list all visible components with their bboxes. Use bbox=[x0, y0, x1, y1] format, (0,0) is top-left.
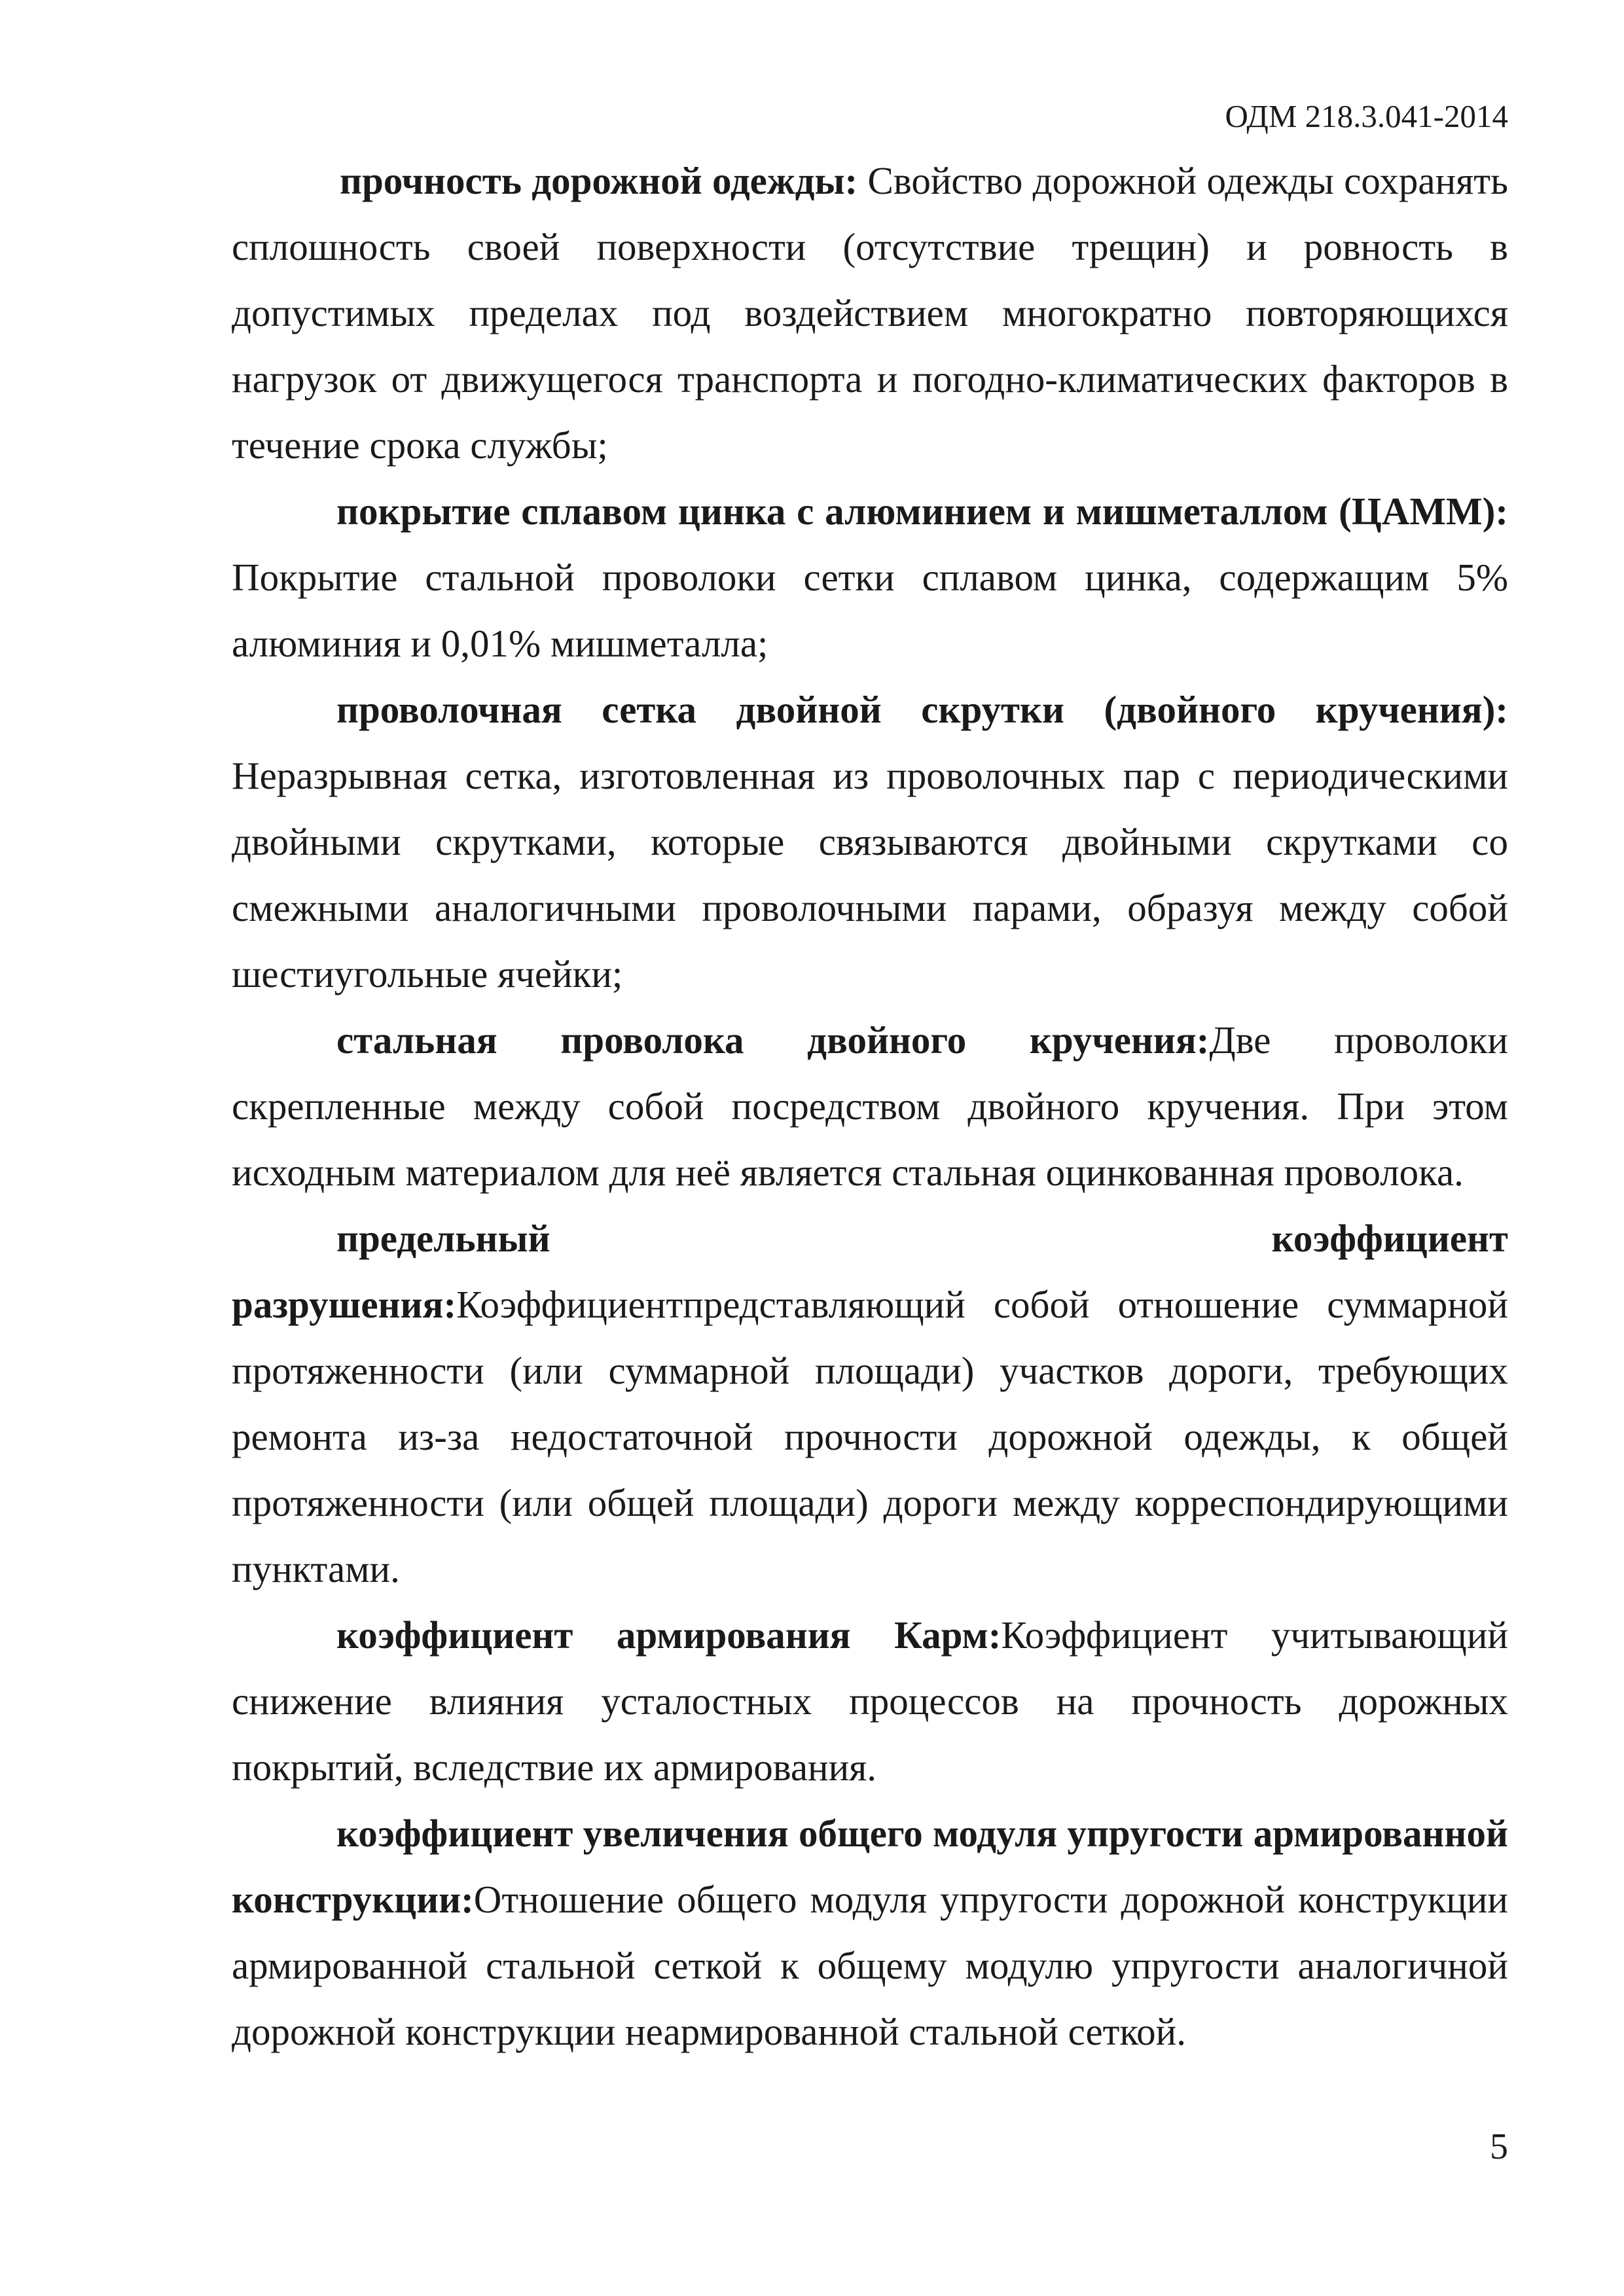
definition-term: коэффициент увеличения общего модуля упругости армированной конструкции: bbox=[232, 1812, 1508, 1921]
definition-text: Неразрывная сетка, изготовленная из проволочных пар с периодическими двойными скрутками, которые связываются двойными скрутками со смежными аналогичными проволочными парами, образуя между собой шестиугольные ячейки; bbox=[232, 754, 1508, 996]
definition-reinforcement-coefficient bbox=[232, 1602, 1508, 1801]
definition-term: коэффициент армирования Карм: bbox=[336, 1613, 1001, 1657]
page-number: 5 bbox=[1490, 2126, 1508, 2167]
definition-double-twist-wire bbox=[232, 1007, 1508, 1206]
definition-modulus-increase-coefficient bbox=[232, 1801, 1508, 2065]
definition-term: прочность дорожной одежды: bbox=[340, 159, 858, 202]
definition-zamm-coating bbox=[232, 478, 1508, 677]
definition-text: Две проволоки скрепленные между собой посредством двойного кручения. При этом исходным материалом для неё является стальная оцинкованная проволока. bbox=[232, 1018, 1508, 1194]
definition-road-pavement-strength bbox=[232, 148, 1508, 478]
definition-text: Коэффициентпредставляющий собой отношение суммарной протяженности (или суммарной площади) участков дороги, требующих ремонта из-за недостаточной прочности дорожной одежды, к общей протяженности (или общей площади) дороги между корреспондирующими пунктами. bbox=[232, 1283, 1508, 1590]
definition-term: предельный коэффициент разрушения: bbox=[232, 1217, 1508, 1326]
definition-term: проволочная сетка двойной скрутки (двойного кручения): bbox=[336, 688, 1508, 731]
document-code: ОДМ 218.3.041-2014 bbox=[1225, 98, 1508, 134]
definition-text: Покрытие стальной проволоки сетки сплавом цинка, содержащим 5% алюминия и 0,01% мишметалла; bbox=[232, 556, 1508, 665]
definition-limit-failure-coefficient bbox=[232, 1206, 1508, 1602]
definition-term: стальная проволока двойного кручения: bbox=[336, 1018, 1210, 1062]
definition-double-twist-mesh bbox=[232, 677, 1508, 1007]
definition-term: покрытие сплавом цинка с алюминием и мишметаллом (ЦАММ): bbox=[336, 490, 1508, 533]
definition-text: Коэффициент учитывающий снижение влияния усталостных процессов на прочность дорожных покрытий, вследствие их армирования. bbox=[232, 1613, 1508, 1789]
definition-text: Отношение общего модуля упругости дорожной конструкции армированной стальной сеткой к общему модулю упругости аналогичной дорожной конструкции неармированной стальной сеткой. bbox=[232, 1878, 1508, 2053]
definitions-list bbox=[232, 148, 1508, 2065]
definition-text: Свойство дорожной одежды сохранять сплошность своей поверхности (отсутствие трещин) и ровность в допустимых пределах под воздействием многократно повторяющихся нагрузок от движущегося транспорта и погодно-климатических факторов в течение срока службы; bbox=[232, 159, 1509, 467]
